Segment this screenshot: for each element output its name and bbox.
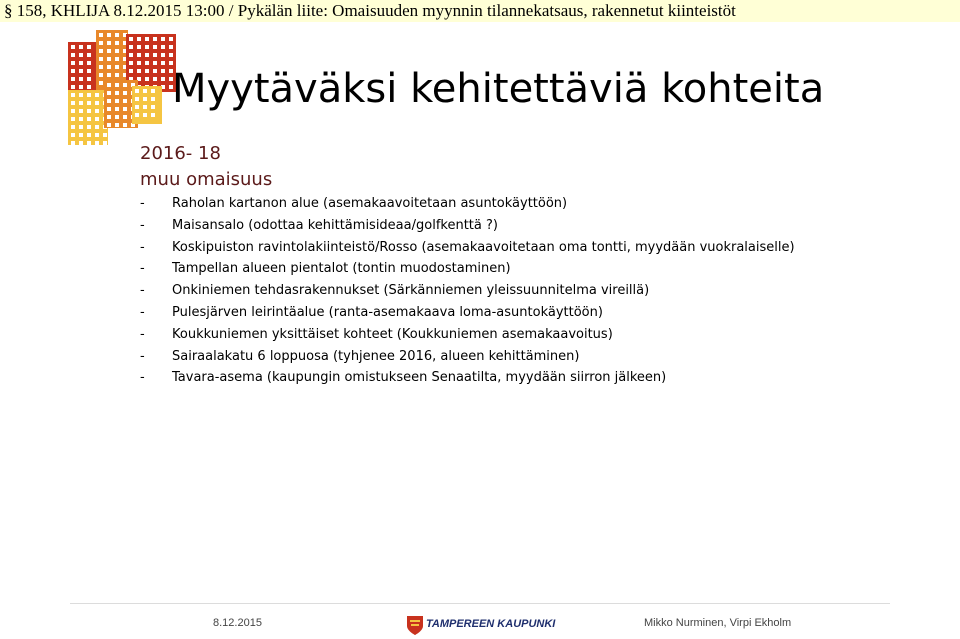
logo-cell (107, 107, 111, 111)
logo-cell (123, 123, 127, 127)
logo-cell (123, 99, 127, 103)
logo-cell (107, 115, 111, 119)
logo-cell (151, 89, 155, 93)
logo-cell (107, 33, 111, 37)
logo-cell (107, 73, 111, 77)
tampere-pattern-logo-icon (68, 30, 178, 145)
logo-cell (161, 53, 165, 57)
logo-cell (79, 133, 83, 137)
list-bullet: - (140, 326, 145, 342)
logo-cell (87, 93, 91, 97)
list-item-text: Maisansalo (odottaa kehittämisideaa/golfkenttä ?) (172, 217, 498, 233)
list-item-text: Tavara-asema (kaupungin omistukseen Senaatilta, myydään siirron jälkeen) (172, 370, 667, 386)
logo-cell (103, 141, 107, 145)
slide-title: Myytäväksi kehitettäviä kohteita (172, 66, 825, 112)
logo-cell (115, 33, 119, 37)
list-bullet: - (140, 261, 145, 277)
logo-cell (95, 133, 99, 137)
logo-cell (87, 69, 91, 73)
logo-cell (107, 49, 111, 53)
logo-cell (79, 61, 83, 65)
logo-cell (169, 45, 173, 49)
logo-cell (71, 77, 75, 81)
logo-cell (153, 37, 157, 41)
page-header: § 158, KHLIJA 8.12.2015 13:00 / Pykälän liite: Omaisuuden myynnin tilannekatsaus, rakennetut kiinteistöt (0, 0, 960, 22)
logo-cell (129, 45, 133, 49)
logo-cell (151, 97, 155, 101)
logo-cell (161, 45, 165, 49)
footer-authors: Mikko Nurminen, Virpi Ekholm (644, 617, 792, 629)
logo-cell (145, 37, 149, 41)
logo-cell (107, 41, 111, 45)
logo-cell (99, 57, 103, 61)
list-bullet: - (140, 283, 145, 299)
list-item-text: Sairaalakatu 6 loppuosa (tyhjenee 2016, alueen kehittäminen) (172, 348, 580, 364)
logo-cell (79, 93, 83, 97)
logo-cell (95, 141, 99, 145)
logo-cell (115, 123, 119, 127)
logo-cell (71, 101, 75, 105)
logo-cell (99, 33, 103, 37)
logo-cell (153, 69, 157, 73)
logo-cell (107, 83, 111, 87)
logo-cell (95, 125, 99, 129)
logo-cell (87, 45, 91, 49)
logo-cell (153, 77, 157, 81)
list-bullet: - (140, 239, 145, 255)
logo-cell (95, 93, 99, 97)
list-bullet: - (140, 304, 145, 320)
footer-divider (70, 603, 890, 604)
logo-cell (129, 61, 133, 65)
logo-cell (123, 83, 127, 87)
logo-cell (145, 69, 149, 73)
logo-cell (145, 61, 149, 65)
logo-cell (79, 77, 83, 81)
logo-cell (87, 101, 91, 105)
logo-cell (145, 45, 149, 49)
logo-cell (161, 77, 165, 81)
logo-cell (71, 109, 75, 113)
list-bullet: - (140, 370, 145, 386)
list-item-text: Koukkuniemen yksittäiset kohteet (Koukkuniemen asemakaavoitus) (172, 326, 613, 342)
logo-cell (71, 125, 75, 129)
list-bullet: - (140, 348, 145, 364)
list-item-text: Koskipuiston ravintolakiinteistö/Rosso (asemakaavoitetaan oma tontti, myydään vuokralaiselle) (172, 239, 795, 255)
logo-cell (169, 37, 173, 41)
logo-cell (115, 115, 119, 119)
logo-cell (79, 109, 83, 113)
logo-cell (143, 105, 147, 109)
logo-cell (137, 61, 141, 65)
logo-cell (135, 105, 139, 109)
logo-cell (71, 133, 75, 137)
logo-cell (129, 53, 133, 57)
city-name: TAMPEREEN KAUPUNKI (426, 618, 556, 630)
logo-cell (99, 81, 103, 85)
logo-cell (137, 37, 141, 41)
logo-cell (87, 53, 91, 57)
logo-cell (71, 85, 75, 89)
logo-cell (71, 61, 75, 65)
logo-cell (87, 61, 91, 65)
logo-cell (123, 115, 127, 119)
logo-cell (135, 113, 139, 117)
logo-cell (79, 141, 83, 145)
logo-cell (95, 109, 99, 113)
list-item-text: Onkiniemen tehdasrakennukset (Särkänniemen yleissuunnitelma vireillä) (172, 283, 650, 299)
logo-cell (137, 53, 141, 57)
logo-cell (71, 117, 75, 121)
logo-cell (95, 117, 99, 121)
list-item-text: Pulesjärven leirintäalue (ranta-asemakaava loma-asuntokäyttöön) (172, 304, 603, 320)
logo-cell (87, 85, 91, 89)
logo-cell (87, 117, 91, 121)
logo-cell (79, 85, 83, 89)
logo-cell (79, 53, 83, 57)
logo-cell (99, 49, 103, 53)
logo-cell (95, 101, 99, 105)
logo-cell (153, 53, 157, 57)
logo-cell (115, 49, 119, 53)
logo-cell (143, 97, 147, 101)
logo-cell (71, 45, 75, 49)
logo-cell (87, 109, 91, 113)
logo-cell (79, 69, 83, 73)
logo-cell (107, 65, 111, 69)
list-item-text: Tampellan alueen pientalot (tontin muodostaminen) (172, 261, 511, 277)
logo-cell (87, 133, 91, 137)
logo-cell (71, 141, 75, 145)
logo-cell (107, 123, 111, 127)
logo-cell (115, 91, 119, 95)
logo-cell (87, 141, 91, 145)
logo-cell (115, 83, 119, 87)
logo-cell (107, 57, 111, 61)
logo-cell (115, 65, 119, 69)
logo-cell (103, 133, 107, 137)
logo-cell (145, 77, 149, 81)
period-label: 2016- 18 (140, 143, 221, 164)
list-bullet: - (140, 217, 145, 233)
logo-cell (161, 61, 165, 65)
logo-cell (129, 69, 133, 73)
logo-cell (153, 45, 157, 49)
category-label: muu omaisuus (140, 169, 273, 190)
logo-cell (87, 125, 91, 129)
list-bullet: - (140, 196, 145, 211)
logo-cell (129, 37, 133, 41)
logo-cell (143, 89, 147, 93)
list-item-text: Raholan kartanon alue (asemakaavoitetaan asuntokäyttöön) (172, 196, 568, 211)
logo-cell (71, 69, 75, 73)
logo-cell (107, 99, 111, 103)
logo-cell (135, 97, 139, 101)
logo-cell (99, 41, 103, 45)
logo-cell (115, 99, 119, 103)
logo-cell (153, 61, 157, 65)
logo-cell (137, 45, 141, 49)
logo-cell (71, 93, 75, 97)
logo-cell (123, 107, 127, 111)
logo-cell (79, 117, 83, 121)
logo-cell (151, 105, 155, 109)
logo-cell (161, 69, 165, 73)
logo-cell (115, 107, 119, 111)
tampere-coat-of-arms-icon (407, 616, 423, 635)
logo-cell (145, 53, 149, 57)
logo-cell (143, 113, 147, 117)
logo-cell (151, 113, 155, 117)
logo-cell (169, 53, 173, 57)
logo-cell (115, 41, 119, 45)
footer-date: 8.12.2015 (213, 617, 262, 629)
logo-cell (99, 65, 103, 69)
logo-cell (79, 45, 83, 49)
logo-cell (115, 73, 119, 77)
logo-cell (137, 69, 141, 73)
logo-cell (123, 91, 127, 95)
logo-cell (135, 89, 139, 93)
logo-cell (87, 77, 91, 81)
logo-cell (99, 73, 103, 77)
logo-cell (107, 91, 111, 95)
logo-cell (115, 57, 119, 61)
logo-cell (161, 37, 165, 41)
logo-cell (71, 53, 75, 57)
logo-cell (79, 101, 83, 105)
logo-cell (79, 125, 83, 129)
